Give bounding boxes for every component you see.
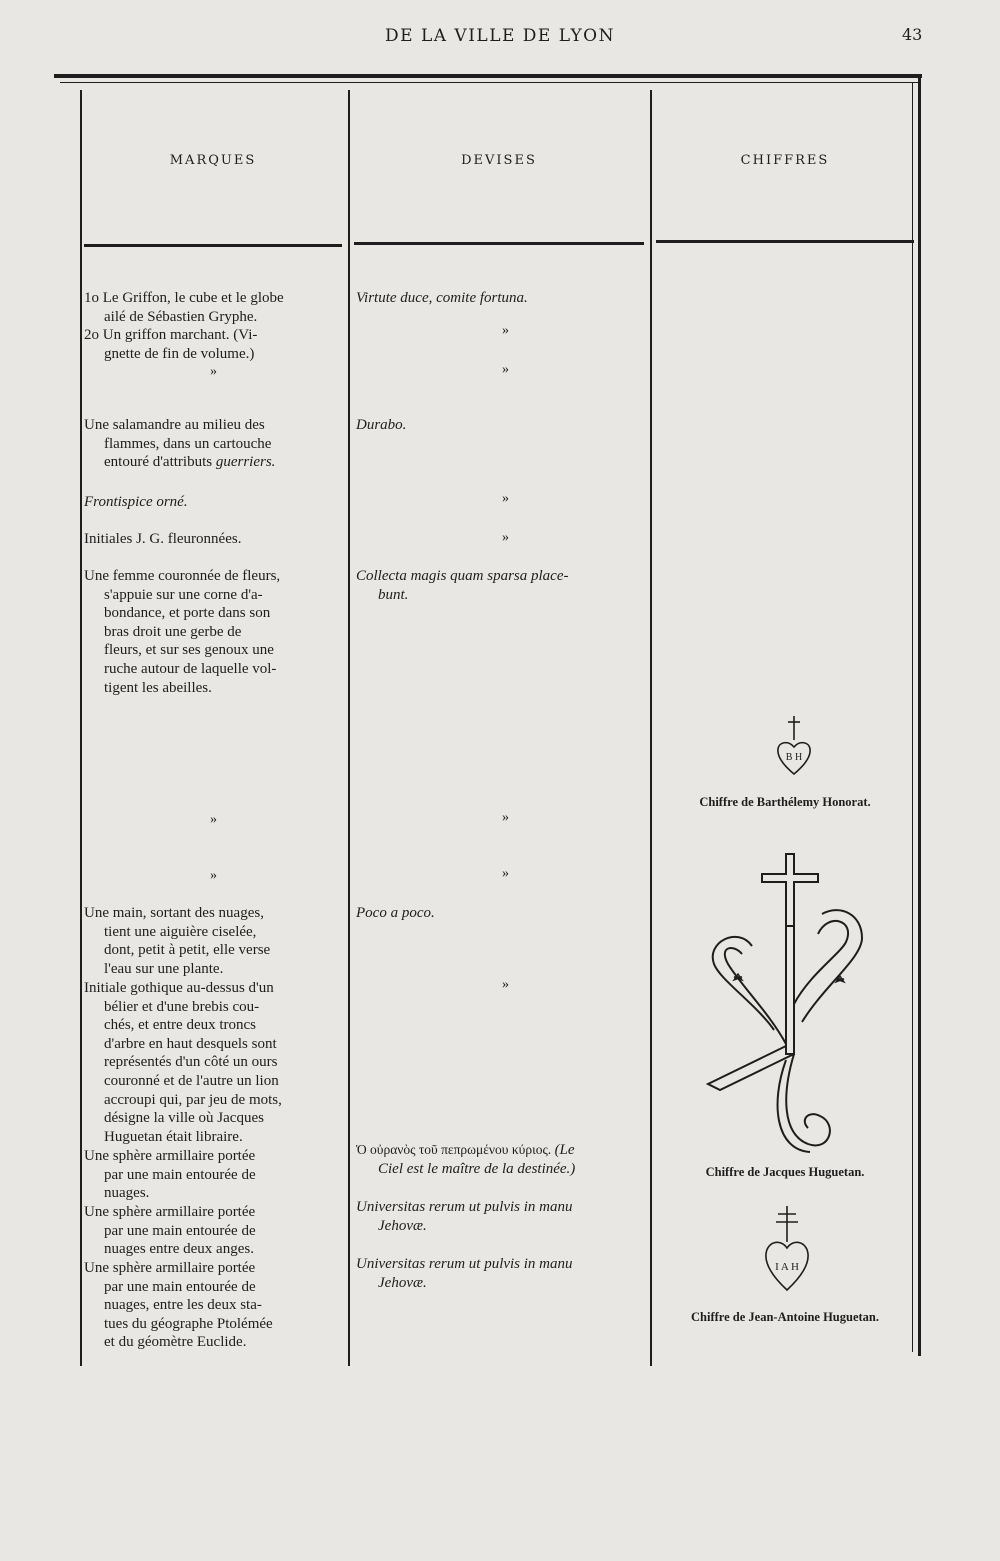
devise-gryphe: Virtute duce, comite fortuna. [356, 290, 528, 306]
marque-sphere-2: Une sphère armillaire portée par une main entourée de nuages entre deux anges. [84, 1204, 256, 1258]
devise-ditto-7: » [502, 977, 509, 992]
devise-ditto-6: » [502, 866, 509, 881]
devise-universitas-1: Universitas rerum ut pulvis in manu Jehovæ. [356, 1199, 573, 1234]
devise-ditto-4: » [502, 530, 509, 545]
caption-jean-antoine-huguetan: Chiffre de Jean-Antoine Huguetan. [691, 1310, 879, 1324]
marque-ditto-c: » [210, 868, 217, 883]
devise-universitas-2: Universitas rerum ut pulvis in manu Jehovæ. [356, 1256, 573, 1291]
devise-ditto-1: » [502, 323, 509, 338]
marque-sphere-3: Une sphère armillaire portée par une main entourée de nuages, entre les deux sta- tues du géographe Ptolémée et du géomètre Euclide. [84, 1260, 273, 1351]
column-header-chiffres: CHIFFRES [740, 153, 830, 168]
jean-antoine-letters: I A H [775, 1261, 799, 1273]
marque-gryphe-1: 1o Le Griffon, le cube et le globe ailé de Sébastien Gryphe. [84, 290, 284, 325]
column-header-devises: DEVISES [461, 153, 537, 168]
top-rule-thin [60, 82, 918, 83]
page-number: 43 [902, 25, 923, 44]
marque-initiale-gothique: Initiale gothique au-dessus d'un bélier et d'une brebis cou- chés, et entre deux troncs d'arbre en haut desquels sont représentés d'un côté un ours couronné et de l'autre un lion accroupi qui, par jeu de mots, désigne la ville où Jacques Huguetan était libraire. [84, 980, 282, 1145]
devise-collecta: Collecta magis quam sparsa place- bunt. [356, 568, 569, 603]
header-underline-3 [656, 240, 914, 243]
devise-poco: Poco a poco. [356, 905, 435, 921]
top-rule-thick [54, 74, 922, 78]
caption-jacques-huguetan: Chiffre de Jacques Huguetan. [705, 1165, 865, 1179]
column-header-marques: MARQUES [169, 153, 257, 168]
marque-femme: Une femme couronnée de fleurs, s'appuie sur une corne d'a- bondance, et porte dans son bras droit une gerbe de fleurs, et sur ses genoux une ruche autour de laquelle vol- tigent les abeilles. [84, 568, 281, 696]
marque-ditto-b: » [210, 812, 217, 827]
header-underline-2 [354, 242, 644, 245]
right-border-inner [912, 82, 913, 1352]
right-border-outer [918, 74, 921, 1356]
jean-antoine-huguetan-monogram-icon [762, 1204, 812, 1294]
devise-ditto-5: » [502, 810, 509, 825]
marque-ditto-a: » [210, 364, 217, 379]
devise-greek: Ὁ οὐρανὸς τοῦ πεπρωμένου κύριος. (Le Ciel est le maître de la destinée.) [356, 1142, 576, 1177]
honorat-letters: B H [785, 752, 803, 763]
marque-gryphe-2: 2o Un griffon marchant. (Vi- gnette de fin de volume.) [84, 327, 258, 362]
marque-sphere-1: Une sphère armillaire portée par une main entourée de nuages. [84, 1148, 256, 1202]
header-underline-1 [84, 244, 342, 247]
jacques-huguetan-monogram-icon [690, 854, 890, 1154]
marque-initiales: Initiales J. G. fleuronnées. [84, 531, 242, 547]
marque-main-aiguiere: Une main, sortant des nuages, tient une aiguière ciselée, dont, petit à petit, elle verse l'eau sur une plante. [84, 905, 271, 977]
caption-honorat: Chiffre de Barthélemy Honorat. [699, 795, 871, 809]
marque-salamandre: Une salamandre au milieu des flammes, dans un cartouche entouré d'attributs guerriers. [84, 417, 276, 471]
marque-frontispice: Frontispice orné. [84, 494, 188, 510]
devise-ditto-3: » [502, 491, 509, 506]
devise-ditto-2: » [502, 362, 509, 377]
devise-durabo: Durabo. [356, 417, 407, 433]
honorat-monogram-icon [774, 714, 814, 778]
column-divider-left [80, 90, 82, 1366]
running-title: DE LA VILLE DE LYON [385, 26, 615, 46]
